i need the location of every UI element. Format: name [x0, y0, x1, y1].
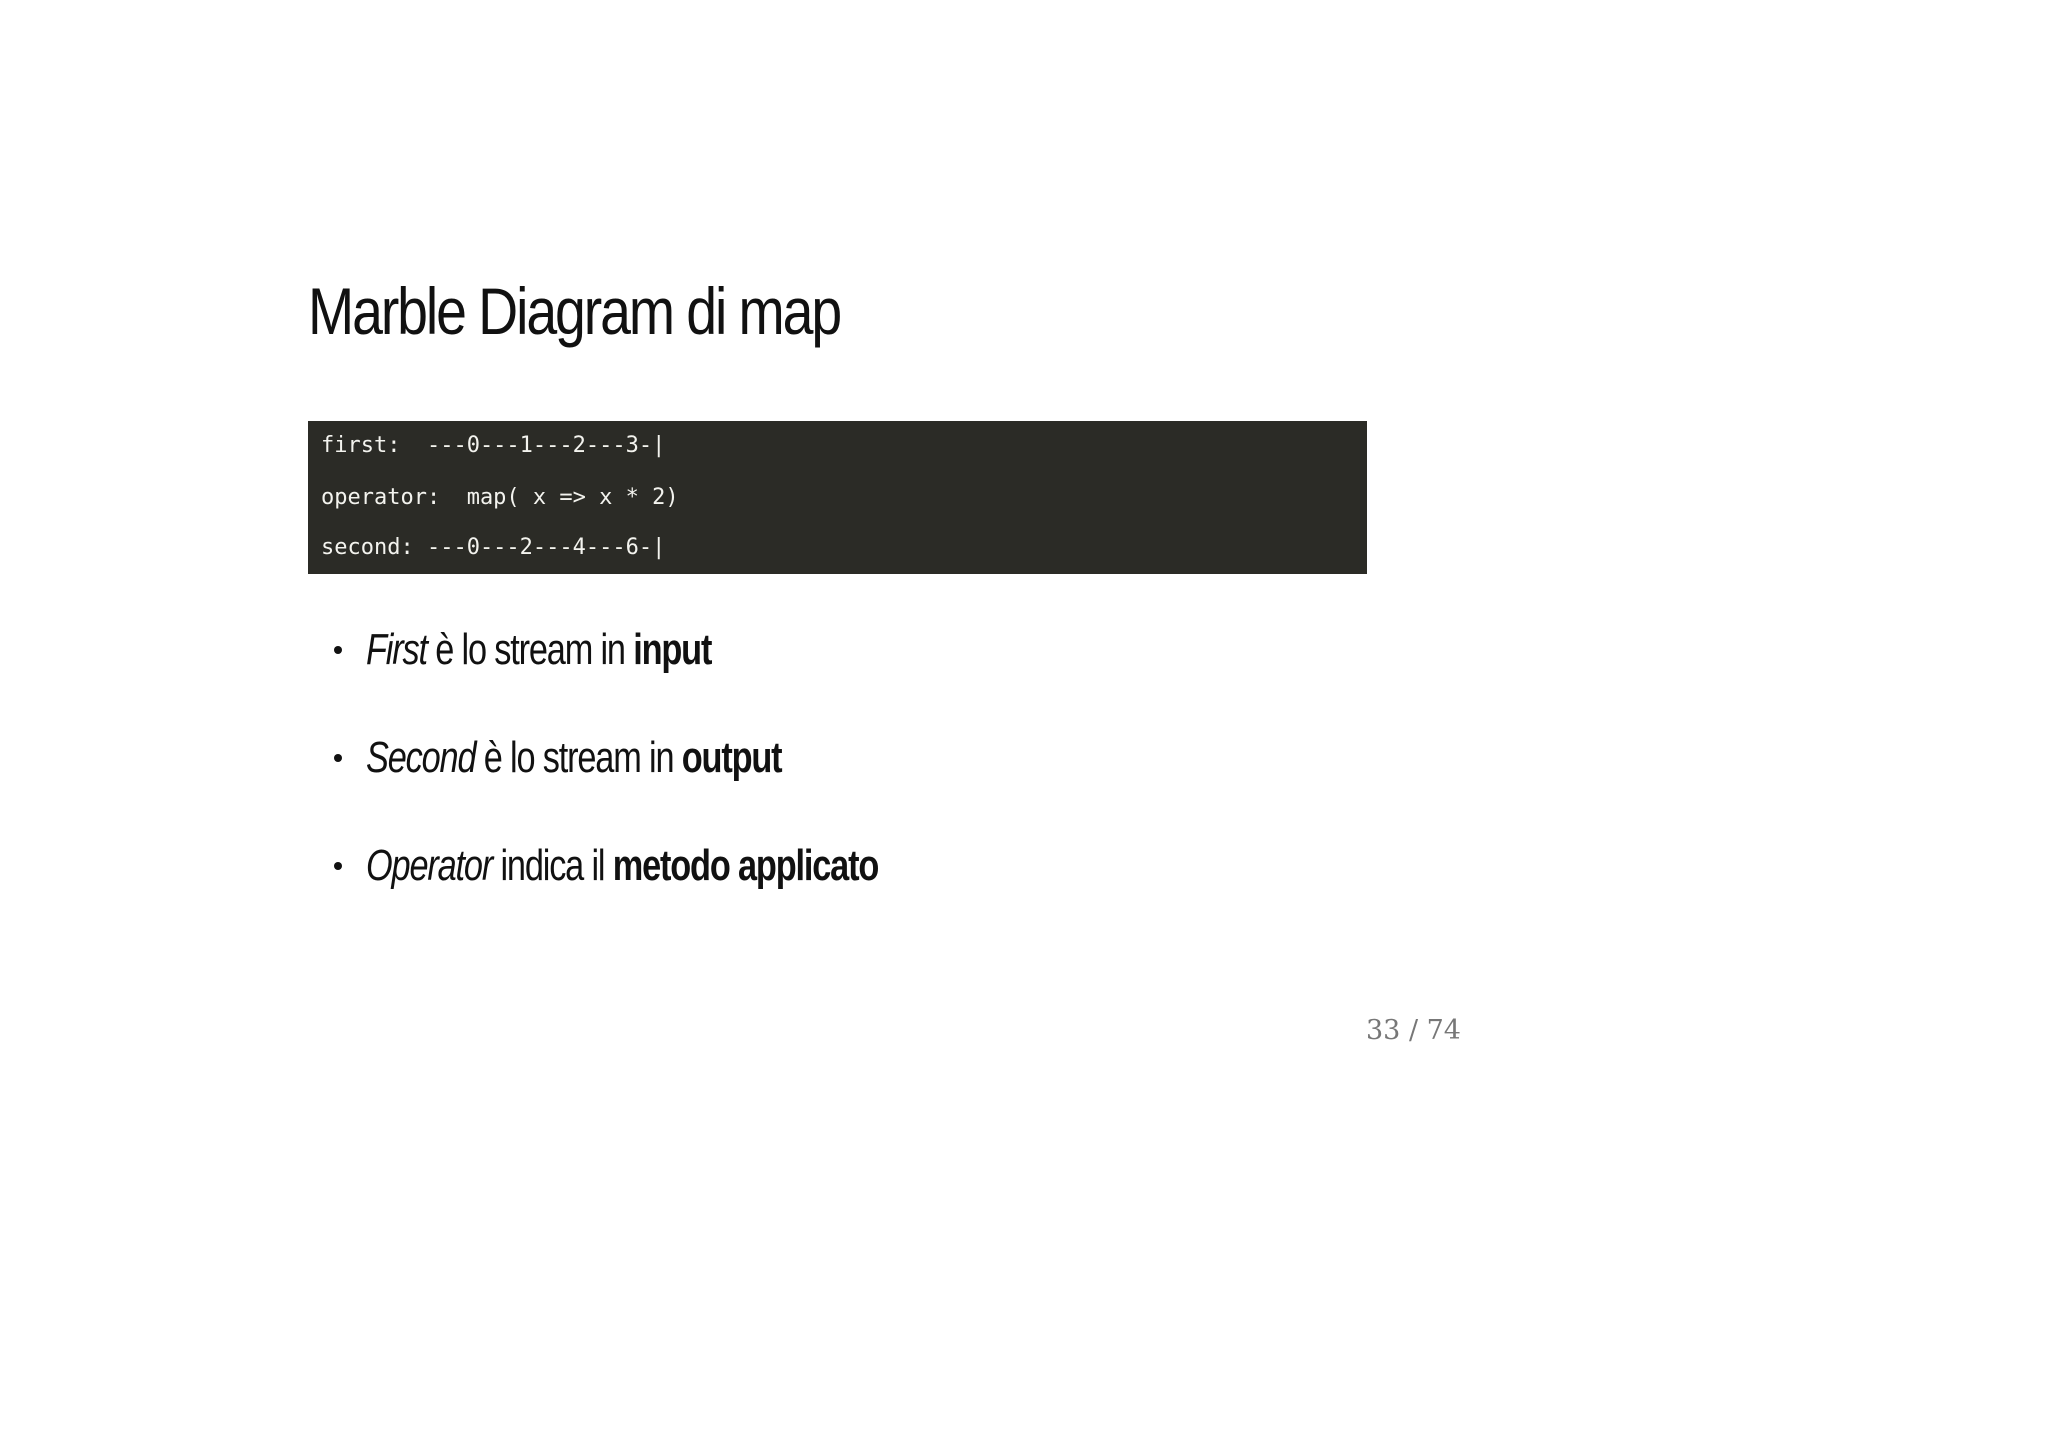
bullet-strong: input — [633, 625, 712, 674]
code-line-first: first: ---0---1---2---3-| — [321, 433, 666, 458]
code-block — [308, 421, 1367, 574]
bullet-strong: output — [681, 733, 782, 782]
bullet-emphasis: First — [366, 625, 427, 674]
code-line-second: second: ---0---2---4---6-| — [321, 535, 666, 560]
bullet-dot-icon — [334, 754, 342, 762]
bullet-plain-text: è lo stream in — [426, 625, 634, 674]
bullet-plain-text: è lo stream in — [475, 733, 682, 782]
bullet-text — [366, 836, 878, 896]
page-indicator: 33 / 74 — [1366, 1015, 1461, 1046]
bullet-emphasis: Second — [366, 733, 476, 782]
bullet-dot-icon — [334, 646, 342, 654]
code-line-operator: operator: map( x => x * 2) — [321, 485, 679, 510]
bullet-plain-text: indica il — [492, 841, 613, 890]
bullet-emphasis: Operator — [366, 841, 493, 890]
bullet-dot-icon — [334, 862, 342, 870]
bullet-strong: metodo applicato — [612, 841, 879, 890]
slide-title: Marble Diagram di map — [308, 274, 841, 348]
bullet-text — [366, 728, 781, 788]
bullet-text — [366, 620, 711, 680]
